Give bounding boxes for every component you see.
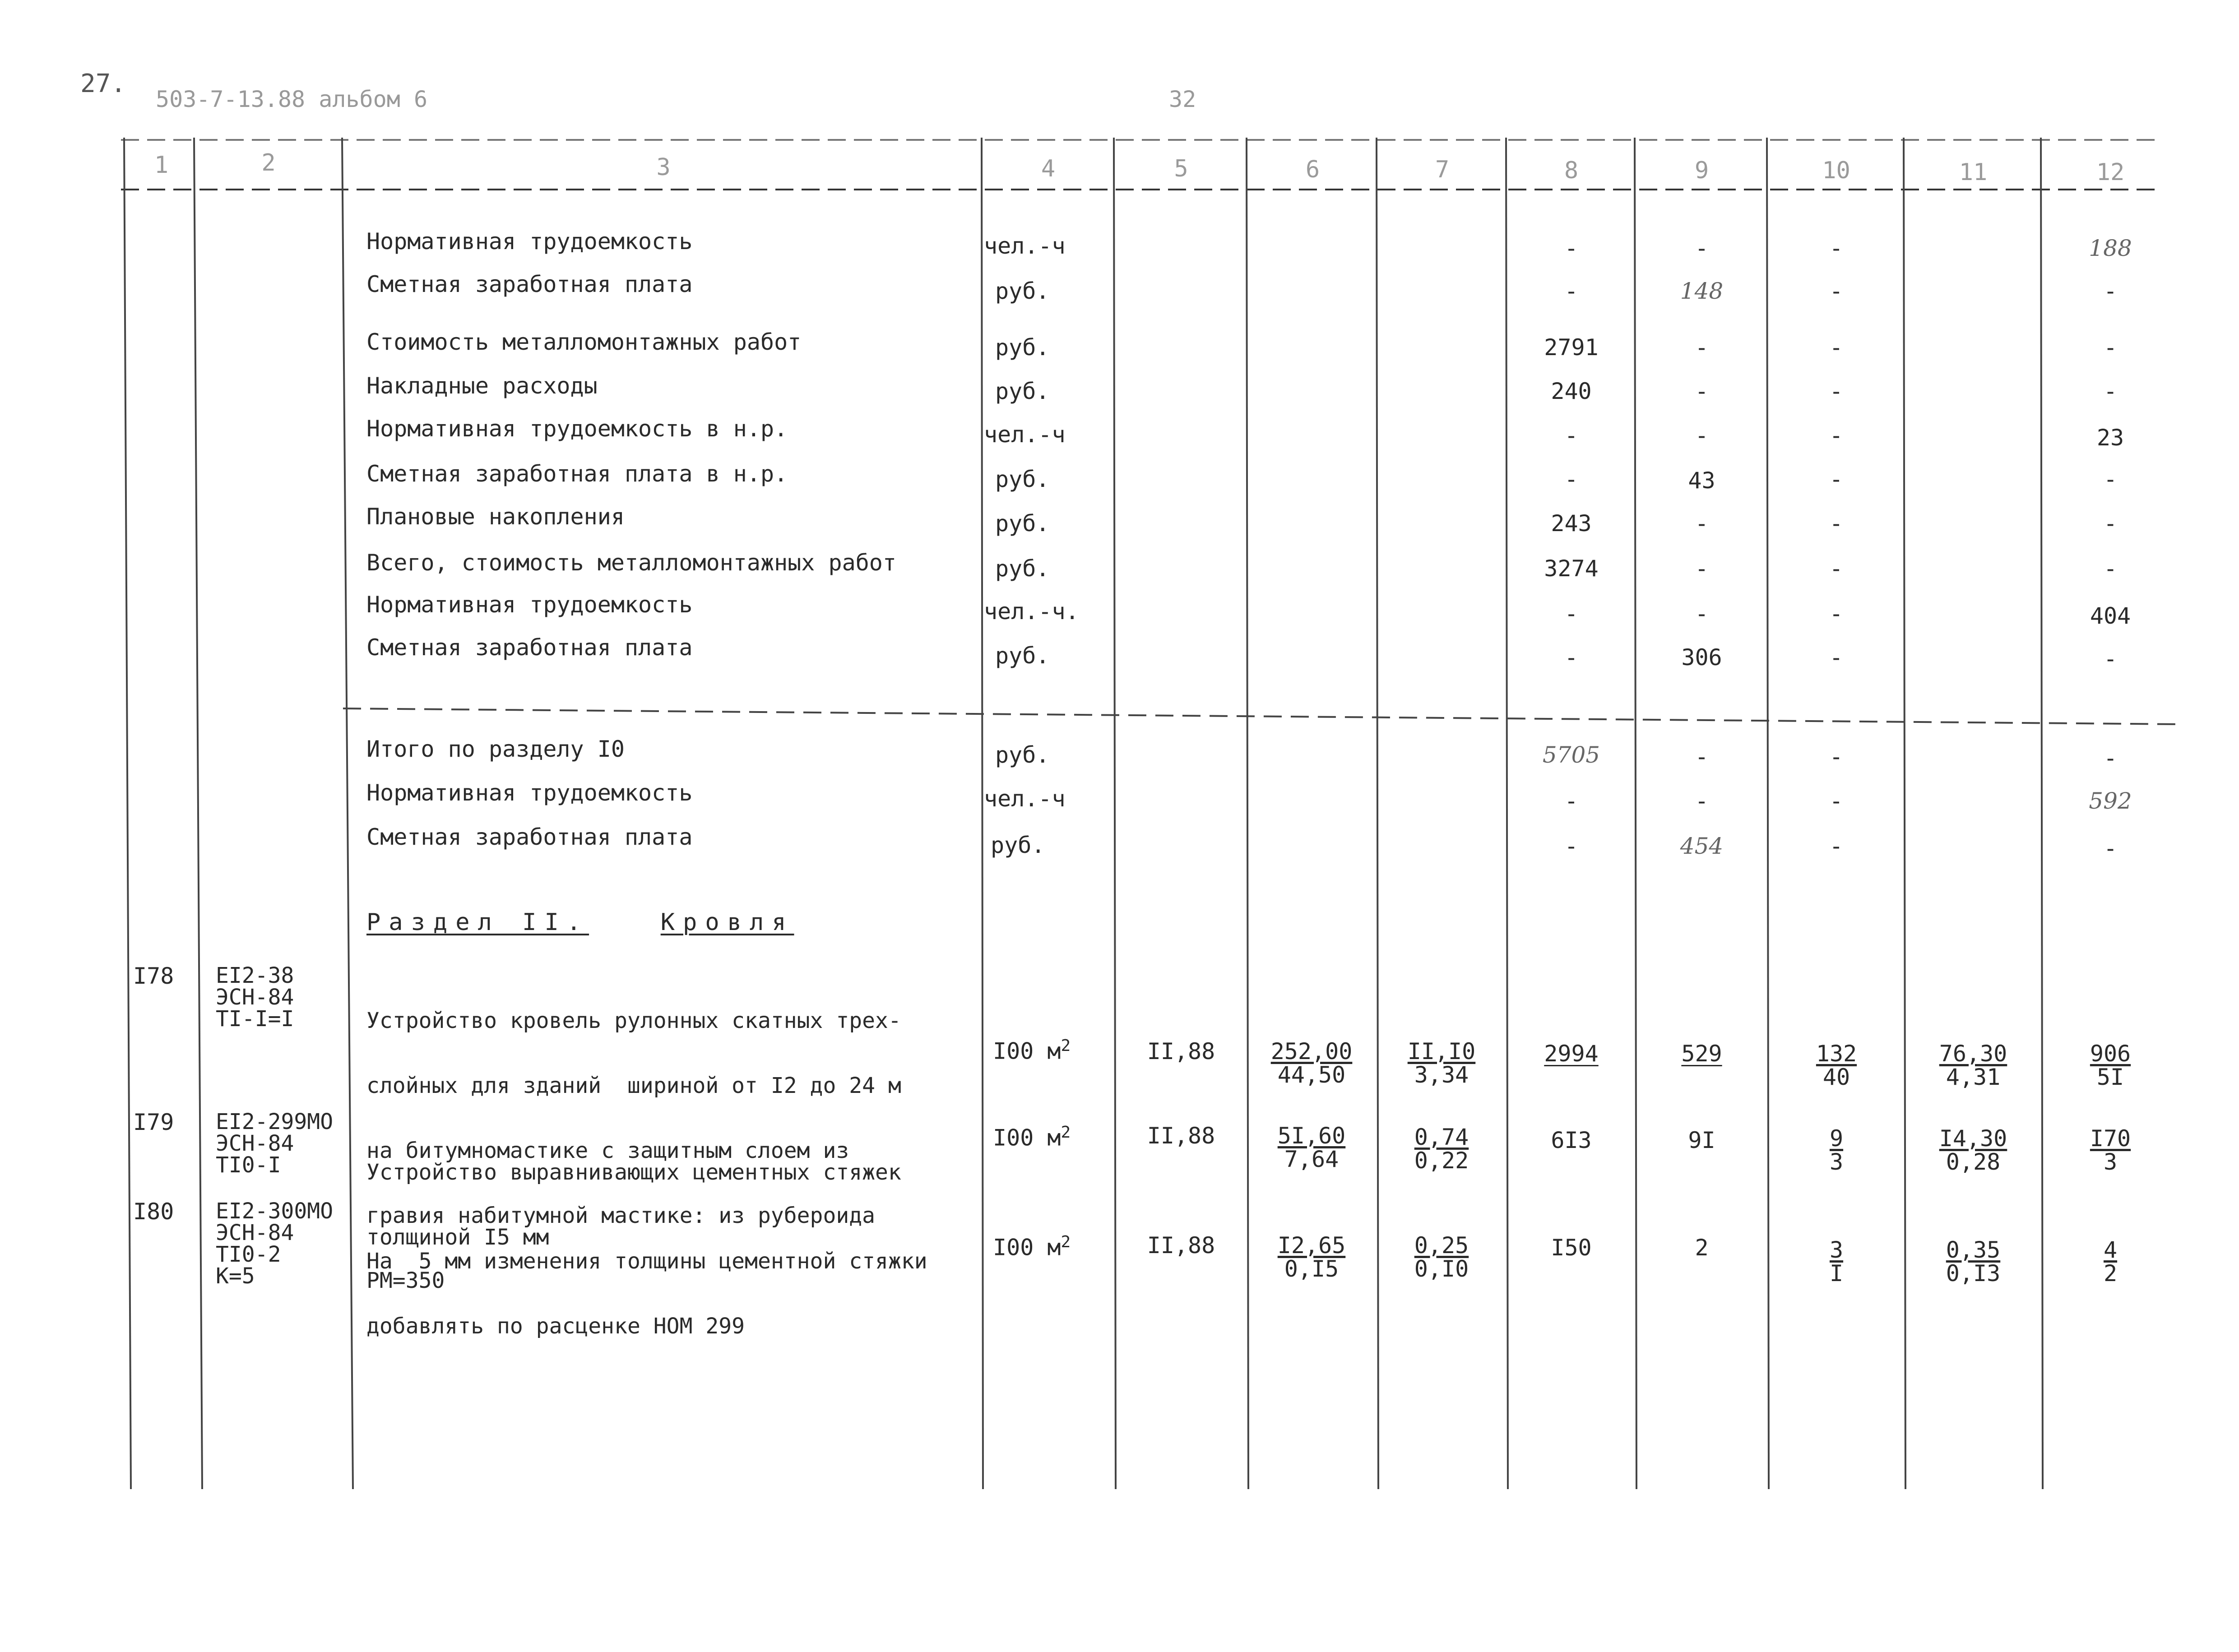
fraction-top: I4,30	[1939, 1125, 2007, 1152]
row-unit: руб.	[995, 510, 1050, 537]
col6-fraction	[1253, 1124, 1370, 1171]
column-header: 11	[1959, 159, 1988, 186]
col9-value: -	[1695, 555, 1709, 582]
fraction-top: 132	[1816, 1041, 1857, 1067]
unit-text: I00 м	[993, 1234, 1061, 1261]
col5-value: II,88	[1147, 1232, 1215, 1259]
column-header: 2	[261, 149, 276, 176]
fraction-top: 0,74	[1414, 1124, 1469, 1150]
row-name: Нормативная трудоемкость	[366, 780, 693, 806]
fraction-top: 5I,60	[1277, 1123, 1346, 1149]
item-code	[216, 1200, 333, 1287]
col9-value: -	[1695, 235, 1709, 261]
col9-value: 148	[1680, 278, 1724, 304]
col8-value: I50	[1551, 1235, 1592, 1261]
row-name: Плановые накопления	[366, 504, 625, 530]
column-header: 6	[1305, 156, 1320, 183]
code-line: ЭСН-84	[216, 1131, 294, 1156]
row-unit: руб.	[995, 378, 1050, 404]
col8-value: 6I3	[1551, 1127, 1592, 1153]
col12-value: -	[2103, 466, 2118, 492]
desc-line: РМ=350	[366, 1268, 445, 1293]
col11-fraction	[1915, 1042, 2032, 1088]
col9-value: -	[1695, 334, 1709, 361]
col7-fraction	[1383, 1234, 1500, 1280]
col9-value: -	[1695, 422, 1709, 449]
desc-line: слойных для зданий шириной от I2 до 24 м	[366, 1073, 901, 1098]
col8-value: 2791	[1544, 334, 1599, 361]
col8-value: -	[1564, 833, 1578, 859]
code-line: TI0-I	[216, 1152, 281, 1178]
col5-value: II,88	[1147, 1038, 1215, 1064]
col5-value: II,88	[1147, 1123, 1215, 1149]
col10-fraction	[1778, 1127, 1895, 1173]
fraction-top: 0,35	[1946, 1237, 2001, 1263]
column-header: 10	[1822, 157, 1850, 184]
row-name: Сметная заработная плата в н.р.	[366, 461, 788, 487]
column-header: 3	[656, 154, 671, 181]
col12-value: -	[2103, 745, 2118, 771]
row-unit: чел.-ч	[984, 421, 1066, 448]
col12-value: -	[2103, 334, 2118, 361]
fraction-top: 3	[1829, 1237, 1844, 1263]
row-unit: чел.-ч	[984, 233, 1066, 259]
col7-fraction	[1383, 1126, 1500, 1172]
code-line: ЭСН-84	[216, 985, 294, 1010]
item-unit	[993, 1234, 1071, 1259]
col12-value: 188	[2089, 235, 2132, 261]
fraction-bottom: 4,31	[1946, 1064, 2001, 1090]
fraction-bottom: 2	[2103, 1260, 2118, 1286]
col8-value: -	[1564, 235, 1578, 261]
col10-value: -	[1829, 833, 1843, 859]
desc-line: на битумномастике с защитным слоем из	[366, 1138, 849, 1163]
row-name: Нормативная трудоемкость в н.р.	[366, 416, 788, 442]
fraction-bottom: 44,50	[1277, 1062, 1346, 1088]
row-name: Нормативная трудоемкость	[366, 228, 693, 255]
column-header: 8	[1564, 157, 1579, 184]
col10-value: -	[1829, 601, 1843, 627]
code-line: К=5	[216, 1263, 255, 1289]
col9-value: 529	[1681, 1041, 1722, 1067]
col8-value: -	[1564, 278, 1578, 304]
row-name: Сметная заработная плата	[366, 634, 693, 661]
desc-line: Устройство выравнивающих цементных стяжек	[366, 1160, 901, 1185]
fraction-bottom: 0,I0	[1414, 1256, 1469, 1282]
col8-value: -	[1564, 644, 1578, 671]
row-unit: руб.	[995, 334, 1050, 361]
col9-value: 9I	[1688, 1127, 1715, 1153]
col10-value: -	[1829, 235, 1843, 261]
col7-fraction	[1383, 1040, 1500, 1086]
item-code	[216, 1111, 333, 1176]
row-unit: руб.	[995, 643, 1050, 669]
col10-fraction	[1778, 1239, 1895, 1285]
code-line: EI2-299МО	[216, 1109, 334, 1134]
column-header: 7	[1435, 156, 1450, 183]
desc-line: гравия набитумной мастике: из рубероида	[366, 1203, 876, 1228]
col10-value: -	[1829, 510, 1843, 537]
document-reference: 503-7-13.88 альбом 6	[156, 86, 428, 112]
fraction-top: 252,00	[1270, 1038, 1353, 1064]
desc-line: толщиной I5 мм	[366, 1225, 549, 1250]
row-unit: руб.	[991, 832, 1045, 858]
row-name: Стоимость металломонтажных работ	[366, 329, 802, 355]
col12-value: 23	[2096, 425, 2124, 451]
col8-value: -	[1564, 422, 1578, 449]
col11-fraction	[1915, 1239, 2032, 1285]
fraction-bottom: 7,64	[1284, 1146, 1339, 1172]
page-mark: 27.	[80, 69, 126, 98]
col9-value: 454	[1680, 833, 1724, 859]
col10-value: -	[1829, 334, 1843, 361]
col12-fraction	[2052, 1239, 2169, 1285]
col12-value: 404	[2090, 603, 2131, 629]
col8-value: -	[1564, 601, 1578, 627]
item-code	[216, 965, 294, 1030]
code-line: EI2-300МО	[216, 1199, 334, 1224]
col12-value: -	[2103, 835, 2118, 861]
row-name: Сметная заработная плата	[366, 271, 693, 297]
col9-value: 306	[1681, 644, 1722, 671]
code-line: EI2-38	[216, 963, 294, 988]
desc-line: Устройство кровель рулонных скатных трех-	[366, 1008, 901, 1033]
column-header: 4	[1041, 155, 1056, 182]
column-header: 12	[2096, 159, 2125, 186]
col9-value: -	[1695, 788, 1709, 814]
fraction-bottom: 3	[2103, 1149, 2118, 1175]
col8-value: -	[1564, 466, 1578, 492]
col12-value: -	[2103, 555, 2118, 582]
fraction-bottom: 0,22	[1414, 1148, 1469, 1174]
fraction-bottom: 3	[1829, 1149, 1844, 1175]
item-number: I79	[133, 1109, 174, 1135]
col8-value: 240	[1551, 378, 1592, 404]
desc-line: добавлять по расценке НОМ 299	[366, 1314, 745, 1339]
col12-value: -	[2103, 278, 2118, 304]
col10-value: -	[1829, 644, 1843, 671]
col10-value: -	[1829, 378, 1843, 404]
row-name: Всего, стоимость металломонтажных работ	[366, 550, 896, 576]
unit-superscript: 2	[1061, 1123, 1071, 1142]
fraction-bottom: 0,I3	[1946, 1260, 2001, 1286]
row-name: Итого по разделу I0	[366, 736, 625, 762]
col6-fraction	[1253, 1234, 1370, 1280]
unit-superscript: 2	[1061, 1233, 1071, 1251]
fraction-bottom: I	[1829, 1260, 1844, 1286]
unit-text: I00 м	[993, 1038, 1061, 1064]
row-name: Сметная заработная плата	[366, 824, 693, 850]
col9-value: -	[1695, 601, 1709, 627]
fraction-top: 9	[1829, 1125, 1844, 1152]
code-line: TI-I=I	[216, 1006, 294, 1032]
col10-value: -	[1829, 278, 1843, 304]
col12-fraction	[2052, 1042, 2169, 1088]
section-title: Кровля	[660, 909, 794, 936]
col9-value: -	[1695, 378, 1709, 404]
row-unit: руб.	[995, 278, 1050, 304]
item-unit	[993, 1124, 1071, 1149]
col12-fraction	[2052, 1127, 2169, 1173]
unit-text: I00 м	[993, 1124, 1061, 1151]
column-header: 5	[1174, 155, 1188, 182]
col10-fraction	[1778, 1042, 1895, 1088]
code-line: TI0-2	[216, 1242, 281, 1267]
col10-value: -	[1829, 788, 1843, 814]
col12-value: -	[2103, 646, 2118, 672]
code-line: ЭСН-84	[216, 1220, 294, 1245]
col8-value: 5705	[1542, 742, 1600, 768]
fraction-top: 906	[2090, 1041, 2131, 1067]
fraction-bottom: 0,I5	[1284, 1256, 1339, 1282]
fraction-bottom: 5I	[2096, 1064, 2124, 1090]
col10-value: -	[1829, 422, 1843, 449]
column-header: 9	[1694, 157, 1709, 184]
section-label: Раздел II.	[366, 909, 589, 936]
fraction-top: I2,65	[1277, 1232, 1346, 1259]
fraction-top: 76,30	[1939, 1041, 2007, 1067]
column-header: 1	[154, 152, 169, 179]
row-unit: руб.	[995, 466, 1050, 492]
item-number: I78	[133, 963, 174, 989]
col6-fraction	[1253, 1040, 1370, 1086]
fraction-bottom: 3,34	[1414, 1062, 1469, 1088]
item-unit	[993, 1038, 1071, 1063]
row-unit: руб.	[995, 555, 1050, 582]
col8-value: 2994	[1544, 1041, 1599, 1067]
unit-superscript: 2	[1061, 1037, 1071, 1055]
fraction-bottom: 40	[1822, 1064, 1850, 1090]
row-unit: чел.-ч	[984, 786, 1066, 812]
fraction-bottom: 0,28	[1946, 1149, 2001, 1175]
col8-value: 3274	[1544, 555, 1599, 582]
col10-value: -	[1829, 466, 1843, 492]
item-number: I80	[133, 1199, 174, 1225]
col10-value: -	[1829, 744, 1843, 770]
col12-value: 592	[2089, 788, 2132, 814]
col10-value: -	[1829, 555, 1843, 582]
col9-value: -	[1695, 510, 1709, 537]
fraction-top: 0,25	[1414, 1232, 1469, 1259]
col11-fraction	[1915, 1127, 2032, 1173]
row-unit: руб.	[995, 742, 1050, 768]
col12-value: -	[2103, 378, 2118, 404]
col9-value: -	[1695, 744, 1709, 770]
item-description	[366, 1203, 927, 1380]
col8-value: 243	[1551, 510, 1592, 537]
row-name: Нормативная трудоемкость	[366, 592, 693, 618]
col9-value: 43	[1688, 467, 1715, 494]
section-heading	[366, 911, 794, 934]
row-unit: чел.-ч.	[984, 598, 1079, 625]
col12-value: -	[2103, 510, 2118, 537]
page-number: 32	[1169, 86, 1196, 112]
row-name: Накладные расходы	[366, 373, 598, 399]
fraction-top: 4	[2103, 1237, 2118, 1263]
fraction-top: II,I0	[1407, 1038, 1476, 1064]
desc-line: На 5 мм изменения толщины цементной стяжки	[366, 1249, 927, 1274]
fraction-top: I70	[2090, 1125, 2131, 1152]
col8-value: -	[1564, 788, 1578, 814]
col9-value: 2	[1695, 1235, 1709, 1261]
